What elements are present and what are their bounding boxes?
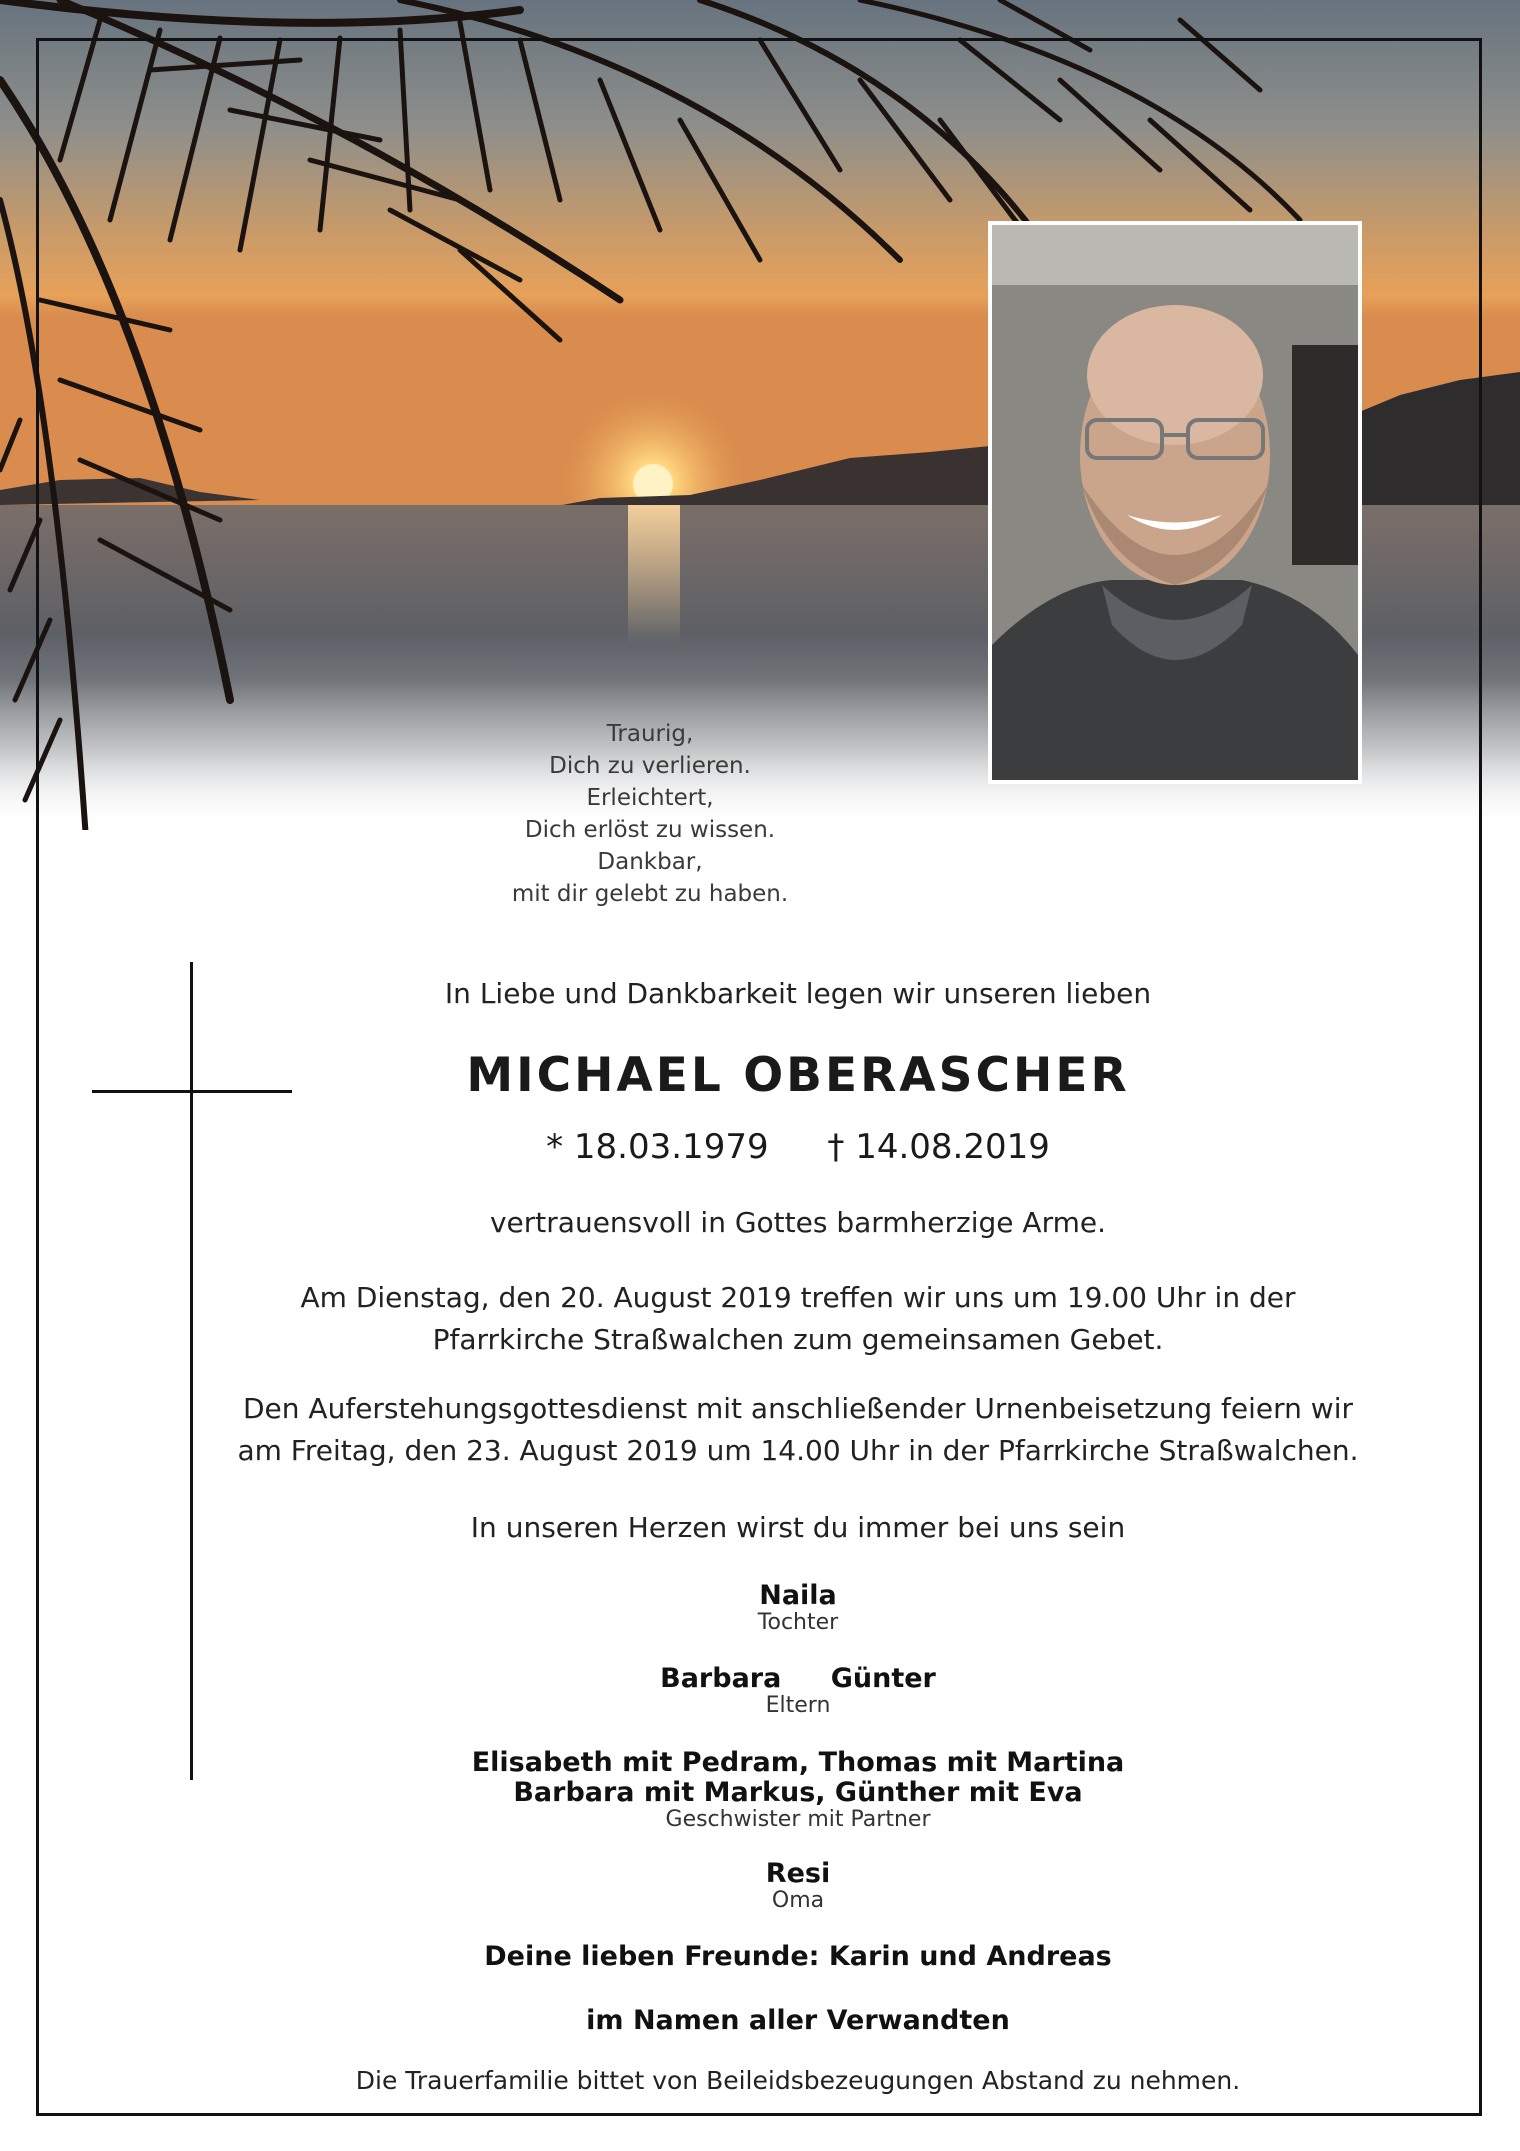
text-line: vertrauensvoll in Gottes barmherzige Arme.	[489, 1206, 1106, 1239]
family-name: Barbara mit Markus, Günther mit Eva	[513, 1777, 1083, 1808]
family-friends: Deine lieben Freunde: Karin und Andreas	[484, 1941, 1112, 1972]
text-line: Den Auferstehungsgottesdienst mit anschließender Urnenbeisetzung feiern wir	[243, 1392, 1353, 1425]
text-line: am Freitag, den 23. August 2019 um 14.00 Uhr in der Pfarrkirche Straßwalchen.	[237, 1434, 1359, 1467]
family-name: Barbara	[660, 1663, 782, 1694]
family-name: Günter	[830, 1663, 936, 1694]
poem-line: Dankbar,	[597, 849, 703, 875]
family-role: Tochter	[757, 1610, 839, 1635]
birth-date: * 18.03.1979	[546, 1127, 769, 1167]
poem-line: Dich erlöst zu wissen.	[524, 817, 776, 843]
poem-line: Erleichtert,	[586, 785, 714, 811]
family-relatives: im Namen aller Verwandten	[586, 2005, 1010, 2036]
family-name: Naila	[759, 1580, 837, 1611]
portrait-photo	[988, 221, 1362, 784]
family-parents	[200, 1664, 1396, 1718]
death-date: † 14.08.2019	[827, 1127, 1050, 1167]
deceased-name: MICHAEL OBERASCHER	[466, 1048, 1130, 1103]
poem-line: mit dir gelebt zu haben.	[511, 881, 789, 907]
prayer-announcement	[200, 1277, 1396, 1361]
family-siblings	[200, 1748, 1396, 1832]
family-grandma	[200, 1859, 1396, 1913]
family-name: Resi	[765, 1858, 831, 1889]
family-daughter	[200, 1581, 1396, 1635]
text-line: Pfarrkirche Straßwalchen zum gemeinsamen Gebet.	[432, 1323, 1164, 1356]
poem-line: Dich zu verlieren.	[549, 753, 751, 779]
family-name: Elisabeth mit Pedram, Thomas mit Martina	[471, 1747, 1125, 1778]
closing-note: Die Trauerfamilie bittet von Beileidsbezeugungen Abstand zu nehmen.	[355, 2066, 1241, 2095]
text-line: Am Dienstag, den 20. August 2019 treffen wir uns um 19.00 Uhr in der	[300, 1281, 1296, 1314]
poem	[450, 718, 850, 910]
poem-line: Traurig,	[606, 721, 694, 747]
life-dates	[200, 1127, 1396, 1167]
intro-text: In Liebe und Dankbarkeit legen wir unseren lieben	[444, 977, 1152, 1010]
funeral-announcement	[200, 1388, 1396, 1472]
family-role: Oma	[771, 1888, 825, 1913]
text-line: In unseren Herzen wirst du immer bei uns sein	[470, 1511, 1126, 1544]
family-role: Geschwister mit Partner	[665, 1807, 931, 1832]
family-role: Eltern	[765, 1693, 831, 1718]
family-names	[200, 1664, 1396, 1694]
cross-icon	[190, 962, 193, 1780]
